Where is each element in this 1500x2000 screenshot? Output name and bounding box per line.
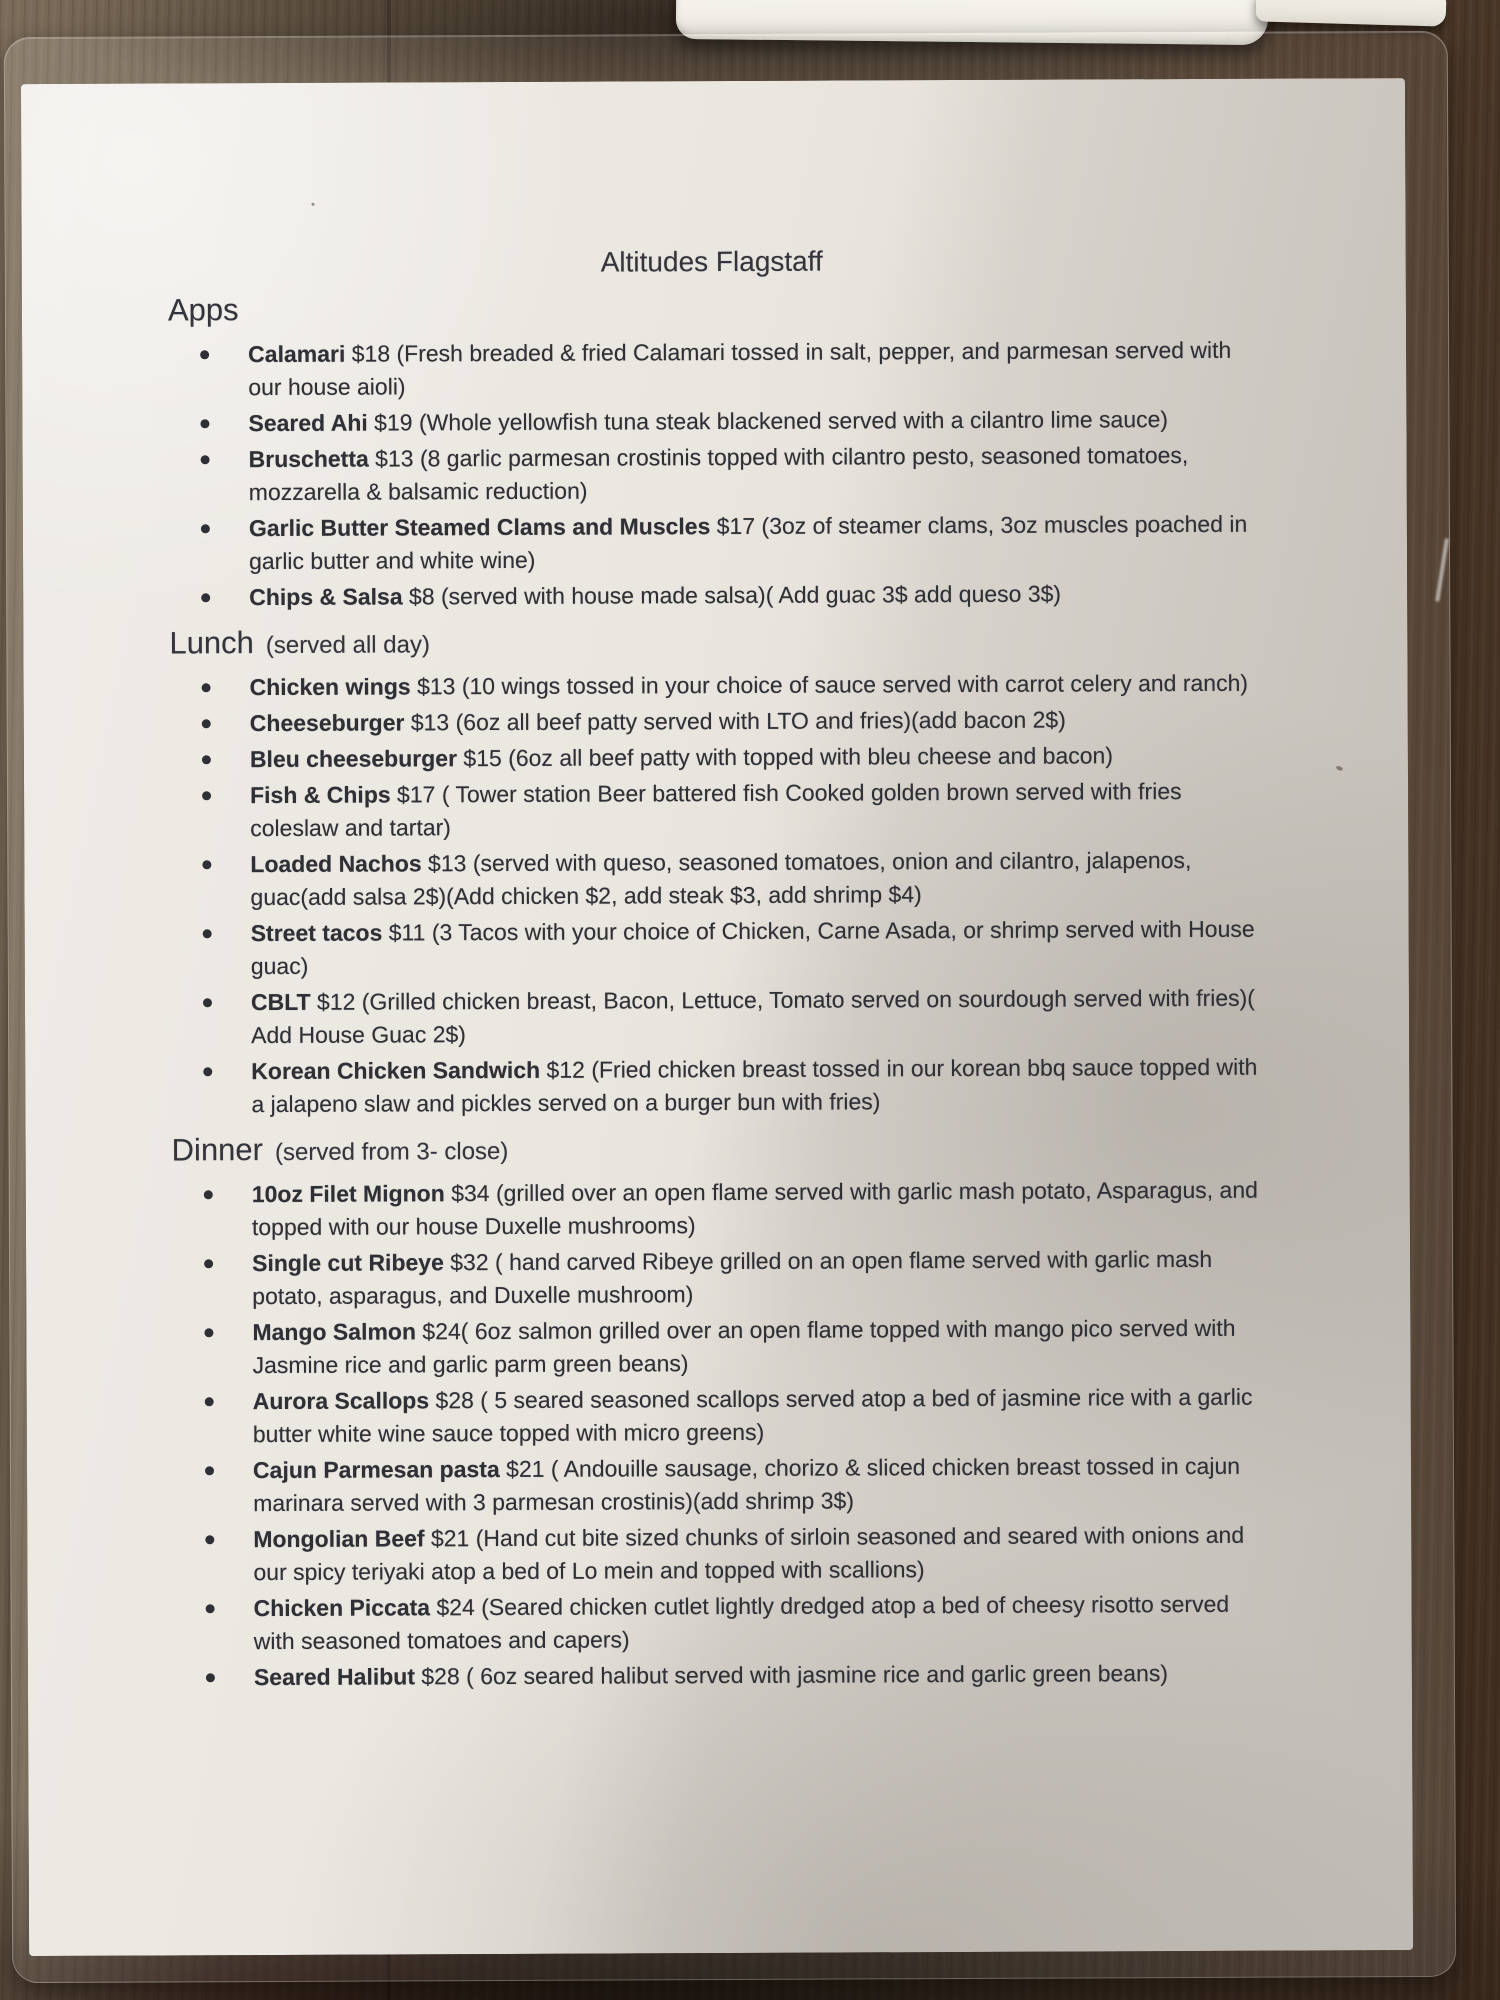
bullet-icon bbox=[205, 1466, 214, 1475]
item-name: Korean Chicken Sandwich bbox=[251, 1056, 541, 1085]
item-name: Single cut Ribeye bbox=[252, 1249, 444, 1277]
section-items bbox=[168, 334, 1257, 615]
item-detail: $13 (served with queso, seasoned tomatoes, onion and cilantro, jalapenos, guac(add salsa 2$)(Add chicken $2, add steak $3, add shrimp $4) bbox=[250, 846, 1192, 911]
item-detail: $28 ( 5 seared seasoned scallops served atop a bed of jasmine rice with a garlic butter white wine sauce topped with micro greens) bbox=[252, 1383, 1253, 1448]
item-name: Seared Ahi bbox=[248, 409, 368, 437]
item-name: Seared Halibut bbox=[253, 1663, 416, 1691]
menu-item bbox=[170, 739, 1258, 777]
bullet-icon bbox=[204, 1259, 213, 1268]
menu-item bbox=[172, 1312, 1260, 1383]
menu-item bbox=[173, 1519, 1261, 1590]
section-subtitle: (served from 3- close) bbox=[274, 1137, 509, 1166]
menu-item bbox=[168, 334, 1256, 405]
bullet-icon bbox=[205, 1535, 214, 1544]
item-detail: $12 (Grilled chicken breast, Bacon, Lettuce, Tomato served on sourdough served with fries)( Add House Guac 2$) bbox=[251, 984, 1255, 1049]
item-name: Loaded Nachos bbox=[250, 850, 422, 878]
bullet-icon bbox=[201, 593, 210, 602]
item-name: Bleu cheeseburger bbox=[249, 745, 458, 773]
item-detail: $32 ( hand carved Ribeye grilled on an open flame served with garlic mash potato, asparagus, and Duxelle mushroom) bbox=[252, 1245, 1213, 1310]
item-name: Street tacos bbox=[250, 919, 383, 947]
menu-section bbox=[169, 620, 1259, 1122]
bullet-icon bbox=[201, 455, 210, 464]
item-detail: $13 (8 garlic parmesan crostinis topped with cilantro pesto, seasoned tomatoes, mozzarella & balsamic reduction) bbox=[248, 441, 1189, 506]
item-detail: $13 (10 wings tossed in your choice of sauce served with carrot celery and ranch) bbox=[416, 669, 1249, 700]
section-title: Dinner bbox=[171, 1132, 264, 1168]
section-title: Lunch bbox=[169, 625, 254, 661]
item-detail: $21 ( Andouille sausage, chorizo & sliced chicken breast tossed in cajun marinara served with 3 parmesan crostinis)(add shrimp 3$) bbox=[253, 1452, 1241, 1517]
item-name: Cajun Parmesan pasta bbox=[252, 1456, 500, 1484]
item-detail: $13 (6oz all beef patty served with LTO and fries)(add bacon 2$) bbox=[410, 706, 1066, 736]
item-detail: $24 (Seared chicken cutlet lightly dredged atop a bed of cheesy risotto served with seasoned tomatoes and capers) bbox=[253, 1590, 1230, 1655]
item-name: 10oz Filet Mignon bbox=[251, 1180, 445, 1208]
item-detail: $19 (Whole yellowfish tuna steak blackened served with a cilantro lime sauce) bbox=[374, 406, 1169, 436]
item-detail: $12 (Fried chicken breast tossed in our korean bbq sauce topped with a jalapeno slaw and pickles served on a burger bun with fries) bbox=[251, 1053, 1258, 1118]
item-name: Chips & Salsa bbox=[249, 583, 403, 611]
menu-item bbox=[173, 1381, 1261, 1452]
bullet-icon bbox=[203, 929, 212, 938]
laminated-menu-sleeve bbox=[4, 31, 1456, 1983]
item-detail: $17 (3oz of steamer clams, 3oz muscles poached in garlic butter and white wine) bbox=[248, 510, 1248, 575]
item-name: Mango Salmon bbox=[252, 1318, 417, 1346]
menu-item bbox=[174, 1588, 1262, 1659]
item-name: Garlic Butter Steamed Clams and Muscles bbox=[248, 513, 711, 542]
menu-section bbox=[168, 287, 1257, 615]
menu-sections bbox=[168, 287, 1262, 1695]
item-detail: $21 (Hand cut bite sized chunks of sirloin seasoned and seared with onions and our spicy teriyaki atop a bed of Lo mein and topped with scallions) bbox=[253, 1521, 1245, 1586]
bullet-icon bbox=[202, 755, 211, 764]
bullet-icon bbox=[200, 350, 209, 359]
bullet-icon bbox=[203, 998, 212, 1007]
menu-section bbox=[172, 1127, 1262, 1695]
section-heading bbox=[168, 287, 1256, 333]
bullet-icon bbox=[206, 1673, 215, 1682]
menu-content bbox=[21, 78, 1413, 1956]
item-name: Aurora Scallops bbox=[252, 1387, 430, 1415]
item-name: Mongolian Beef bbox=[253, 1525, 425, 1553]
item-detail: $28 ( 6oz seared halibut served with jasmine rice and garlic green beans) bbox=[421, 1660, 1169, 1690]
section-items bbox=[170, 667, 1260, 1122]
menu-item bbox=[170, 667, 1258, 705]
item-name: Fish & Chips bbox=[250, 781, 391, 809]
menu-item bbox=[169, 439, 1257, 510]
bullet-icon bbox=[204, 1190, 213, 1199]
item-name: Chicken wings bbox=[249, 673, 411, 701]
bullet-icon bbox=[202, 860, 211, 869]
menu-item bbox=[170, 775, 1258, 846]
laminate-glint bbox=[1435, 538, 1449, 602]
section-items bbox=[172, 1174, 1262, 1695]
bullet-icon bbox=[201, 524, 210, 533]
section-title: Apps bbox=[167, 292, 239, 328]
menu-page bbox=[21, 78, 1413, 1956]
section-heading bbox=[169, 620, 1257, 666]
item-name: Calamari bbox=[248, 340, 346, 368]
section-subtitle: (served all day) bbox=[265, 631, 431, 660]
menu-item bbox=[169, 508, 1257, 579]
item-detail: $17 ( Tower station Beer battered fish Cooked golden brown served with fries coleslaw and tartar) bbox=[250, 778, 1182, 842]
menu-item bbox=[170, 844, 1258, 915]
bullet-icon bbox=[203, 1067, 212, 1076]
menu-title: Altitudes Flagstaff bbox=[600, 245, 823, 278]
napkin-corner bbox=[1256, 0, 1447, 27]
menu-item bbox=[172, 1174, 1260, 1245]
item-detail: $15 (6oz all beef patty with topped with bleu cheese and bacon) bbox=[463, 742, 1114, 772]
bullet-icon bbox=[204, 1328, 213, 1337]
menu-item bbox=[169, 577, 1257, 615]
item-name: CBLT bbox=[250, 988, 311, 1016]
menu-item bbox=[168, 403, 1256, 441]
item-detail: $11 (3 Tacos with your choice of Chicken, Carne Asada, or shrimp served with House guac) bbox=[250, 915, 1255, 980]
item-name: Bruschetta bbox=[248, 445, 369, 473]
menu-item bbox=[171, 982, 1259, 1053]
bullet-icon bbox=[202, 683, 211, 692]
menu-item bbox=[174, 1657, 1262, 1695]
section-heading bbox=[172, 1127, 1260, 1173]
menu-item bbox=[172, 1243, 1260, 1314]
item-detail: $34 (grilled over an open flame served with garlic mash potato, Asparagus, and topped with our house Duxelle mushrooms) bbox=[251, 1176, 1258, 1241]
item-detail: $24( 6oz salmon grilled over an open flame topped with mango pico served with Jasmine rice and garlic parm green beans) bbox=[252, 1314, 1236, 1379]
item-detail: $18 (Fresh breaded & fried Calamari tossed in salt, pepper, and parmesan served with our house aioli) bbox=[248, 336, 1232, 401]
bullet-icon bbox=[200, 419, 209, 428]
bullet-icon bbox=[202, 719, 211, 728]
menu-item bbox=[173, 1450, 1261, 1521]
bullet-icon bbox=[206, 1604, 215, 1613]
bullet-icon bbox=[205, 1397, 214, 1406]
menu-item bbox=[171, 913, 1259, 984]
menu-item bbox=[171, 1051, 1259, 1122]
bullet-icon bbox=[202, 791, 211, 800]
item-detail: $8 (served with house made salsa)( Add guac 3$ add queso 3$) bbox=[408, 580, 1062, 610]
item-name: Chicken Piccata bbox=[253, 1594, 431, 1622]
menu-item bbox=[170, 703, 1258, 741]
item-name: Cheeseburger bbox=[249, 709, 405, 737]
